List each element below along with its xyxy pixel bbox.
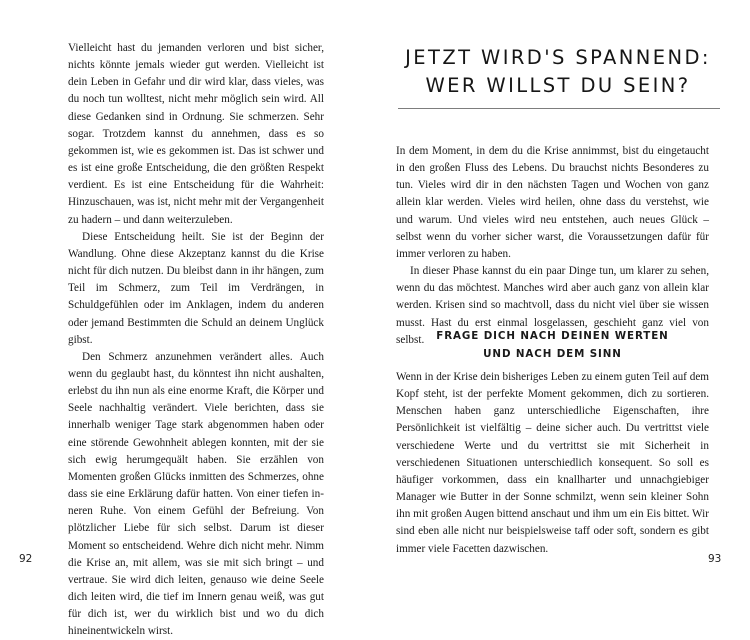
body-paragraph: Wenn in der Krise dein bisheriges Leben zu einem guten Teil auf dem Kopf steht, ist der perfekte Moment gekommen, dich zu sortieren. Menschen haben ganz unterschiedliche Eigenschaften, ihre Persönlichkeit ist vielfältig – deine sicher auch. Du vertrittst viele verschiedene Werte und du vertrittst sie mit Sicherheit in verschiedenen Situationen unterschiedlich konsequent. So soll es häufiger vorkommen, dass ein knallharter und unnachgiebiger Manager wie Butter in der Sonne schmilzt, wenn sein kleiner Sohn ihn mit großen Augen bittend anschaut und ihm um ein Eis bittet. Wir sind eben alle nicht nur beispielsweise taff oder soft, sondern es gibt immer viele Facetten dazwischen.: [396, 371, 709, 555]
body-paragraph: Diese Entscheidung heilt. Sie ist der Beginn der Wandlung. Ohne diese Akzeptanz kannst du die Krise nicht für dich nutzen. Du bleibst dann in ihr hängen, zum Teil im Schmerz, zum Teil im Verdrängen, in Schuldgefühlen oder im Anklagen, indem du anderen oder jemand Bestimmten die Schuld an deinem Unglück gibst.: [68, 230, 325, 346]
intro-body-text: [396, 143, 709, 349]
subheading-line: FRAGE DICH NACH DEINEN WERTEN: [436, 330, 669, 342]
left-page: [0, 0, 375, 638]
body-paragraph: In dieser Phase kannst du ein paar Dinge tun, um klarer zu sehen, wenn du das möchtest. Manches wird aber auch ganz von allein klar werden. Krisen sind so machtvoll, dass du nicht viel über sie wissen musst. Hast du erst einmal losgelassen, geschieht ganz viel von selbst.: [396, 265, 709, 346]
body-paragraph: Vielleicht hast du jemanden verloren und bist sicher, nichts könnte jemals wieder gut werden. Vielleicht ist dein Leben in Gefahr und dir wird klar, dass vieles, was du noch tun wolltest, nicht mehr möglich sein wird. All diese Gedanken sind in Ordnung. Sie schmerzen. Sehr sogar. Trotzdem kannst du annehmen, dass es so gekommen ist, wie es gekommen ist. Das ist schwer und es ist eine große Entscheidung, die den größten Respekt verdient. Es ist eine Entscheidung für die Wahrheit: Hinzuschauen, was ist, nicht mehr mit der Vergangenheit zu hadern – und dann weiterzuleben.: [68, 42, 324, 226]
left-body-text: [68, 40, 324, 640]
body-paragraph: Den Schmerz anzunehmen verändert alles. Auch wenn du geglaubt hast, du könntest ihn nicht aushalten, erlebst du ihn nun als eine enorme Kraft, die Körper und Seele nachhaltig verändert. Viele berichten, dass sie innerhalb weniger Tage stark abgenommen haben oder eine störende Gewohnheit ablegen konnten, mit der sie sich ewig herumgequält haben. Sie erzählen von Momenten großen Glücks inmitten des Schmerzes, ohne dass sie eine Erklärung dafür hatten. Von einer tiefen inneren Ruhe. Von einem Gefühl der Befreiung. Von plötzlicher Liebe für sich selbst. Darum ist dieser Moment so entscheidend. Wehre dich nicht mehr. Nimm die Krise an, mit allem, was sie mit sich bringt – und vertraue. Sie wird dich leiten, genauso wie deine Seele dich leiten wird, die tief im Innern genau weiß, was gut für dich ist, wer du wirklich bist und wo du dich hineinentwickeln wirst.: [68, 350, 324, 638]
chapter-title-line: JETZT WIRD'S SPANNEND:: [405, 46, 711, 69]
section-subheading: [396, 328, 709, 363]
page-number-right: 93: [708, 553, 722, 565]
chapter-title: [398, 44, 718, 100]
body-paragraph: In dem Moment, in dem du die Krise annimmst, bist du eingetaucht in den großen Fluss des Lebens. Du brauchst nichts Besonderes zu tun. Vieles wird dir in den nächsten Tagen und Wochen von ganz allein klar werden. Vieles wird heilen, ohne dass du verstehst, wie und warum. Und vieles wird neu entstehen, auch neues Glück – selbst wenn du vorher sicher warst, die Voraussetzungen dafür für immer verloren zu haben.: [396, 145, 709, 260]
subheading-line: UND NACH DEM SINN: [483, 347, 622, 360]
page-number-left: 92: [19, 553, 33, 565]
chapter-title-line: WER WILLST DU SEIN?: [425, 74, 691, 97]
title-divider: [398, 108, 720, 109]
section-body-text: [396, 369, 709, 558]
